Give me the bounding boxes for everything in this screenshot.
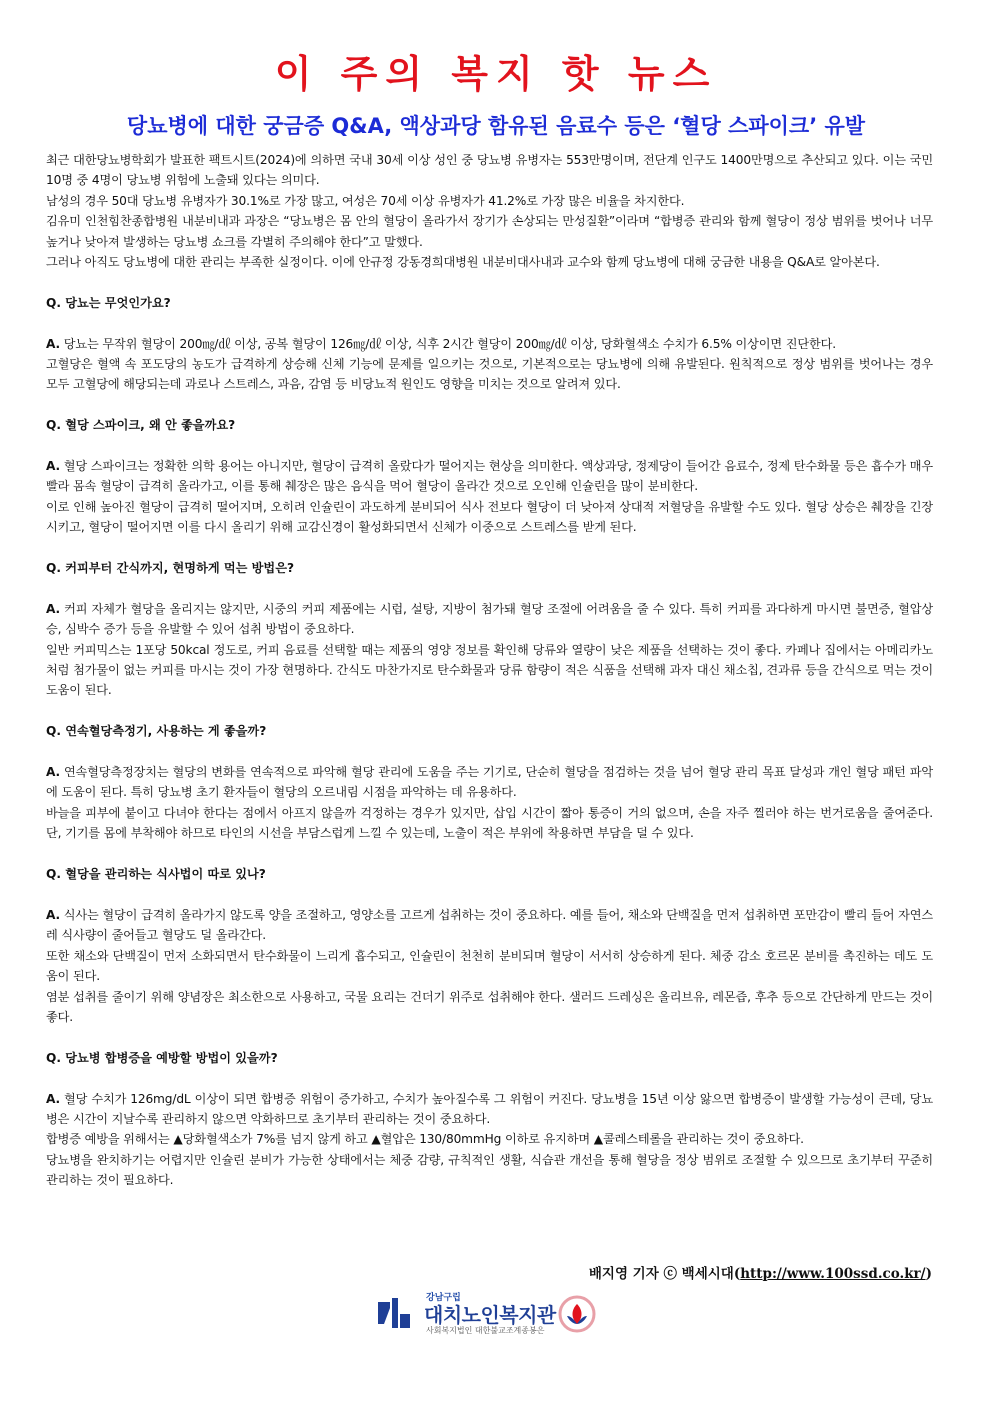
answer-label: A. bbox=[46, 907, 60, 922]
question-heading: Q. 커피부터 간식까지, 현명하게 먹는 방법은? bbox=[46, 561, 295, 576]
question-heading: Q. 혈당 스파이크, 왜 안 좋을까요? bbox=[46, 418, 236, 433]
question-heading: Q. 당뇨는 무엇인가요? bbox=[46, 295, 171, 310]
page-title: 이 주의 복지 핫 뉴스 bbox=[274, 52, 718, 96]
answer-paragraph: 염분 섭취를 줄이기 위해 양념장은 최소한으로 사용하고, 국물 요리는 건더기 위주로 섭취해야 한다. 샐러드 드레싱은 올리브유, 레몬즙, 후추 등으로 간단하게 만드는 것이 좋다. bbox=[46, 989, 933, 1024]
center-logo-mark-icon bbox=[374, 1294, 414, 1334]
answer-label: A. bbox=[46, 459, 60, 474]
answer-label: A. bbox=[46, 765, 60, 780]
answer-label: A. bbox=[46, 1091, 60, 1106]
intro-paragraph: 그러나 아직도 당뇨병에 대한 관리는 부족한 실정이다. 이에 안규정 강동경희대병원 내분비대사내과 교수와 함께 당뇨병에 대해 궁금한 내용을 Q&A로 알아본다. bbox=[46, 255, 880, 270]
question-heading: Q. 당뇨병 합병증을 예방할 방법이 있을까? bbox=[46, 1050, 278, 1065]
question-heading: Q. 혈당을 관리하는 식사법이 따로 있나? bbox=[46, 867, 266, 882]
answer-paragraph: 이로 인해 높아진 혈당이 급격히 떨어지며, 오히려 인슐린이 과도하게 분비되어 식사 전보다 혈당이 더 낮아져 상대적 저혈당을 유발할 수도 있다. 혈당 상승은 췌장을 긴장시키고, 혈당이 떨어지면 이를 다시 올리기 위해 교감신경이 활성화되면서 신체가 이중으로 스트레스를 받게 된다. bbox=[46, 499, 933, 535]
question-heading: Q. 연속혈당측정기, 사용하는 게 좋을까? bbox=[46, 724, 267, 739]
answer-paragraph: 바늘을 피부에 붙이고 다녀야 한다는 점에서 아프지 않을까 걱정하는 경우가 있지만, 삽입 시간이 짧아 통증이 거의 없으며, 손을 자주 찔러야 하는 번거로움을 줄여준다. 단, 기기를 몸에 부착해야 하므로 타인의 시선을 부담스럽게 느낄 수 있는데, 노출이 적은 부위에 착용하면 부담을 덜 수 있다. bbox=[46, 805, 933, 841]
answer-label: A. bbox=[46, 336, 60, 351]
answer-text: 혈당 스파이크는 정확한 의학 용어는 아니지만, 혈당이 급격히 올랐다가 떨어지는 현상을 의미한다. 액상과당, 정제당이 들어간 음료수, 정제 탄수화물 등은 흡수가 매우 빨라 몸속 혈당이 급격히 올라가고, 이를 통해 췌장은 많은 음식을 먹어 혈당이 올라간 것으로 오인해 인슐린을 많이 분비한다. bbox=[46, 459, 933, 494]
answer-paragraph: 일반 커피믹스는 1포당 50kcal 정도로, 커피 음료를 선택할 때는 제품의 영양 정보를 확인해 당류와 열량이 낮은 제품을 선택하는 것이 좋다. 카페나 집에서는 아메리카노처럼 첨가물이 없는 커피를 마시는 것이 가장 현명하다. 간식도 마찬가지로 탄수화물과 당류 함량이 적은 식품을 선택해 과자 대신 채소칩, 견과류 등을 간식으로 먹는 것이 도움이 된다. bbox=[46, 642, 933, 698]
answer-paragraph bbox=[46, 1089, 933, 1130]
page-subtitle: 당뇨병에 대한 궁금증 Q&A, 액상과당 함유된 음료수 등은 ‘혈당 스파이크’ 유발 bbox=[126, 114, 866, 138]
lotus-emblem-icon bbox=[557, 1294, 597, 1334]
logo-subtitle: 사회복지법인 대한불교조계종봉은 bbox=[426, 1326, 545, 1335]
byline-text: 배지영 기자 ⓒ 백세시대( bbox=[588, 1266, 741, 1282]
byline bbox=[589, 1262, 932, 1282]
answer-paragraph bbox=[46, 456, 933, 497]
answer-text: 혈당 수치가 126mg/dL 이상이 되면 합병증 위험이 증가하고, 수치가 높아질수록 그 위험이 커진다. 당뇨병을 15년 이상 앓으면 합병증이 발생할 가능성이 큰데, 당뇨병은 시간이 지날수록 관리하지 않으면 악화하므로 초기부터 관리하는 것이 중요하다. bbox=[46, 1091, 933, 1126]
answer-paragraph bbox=[46, 905, 933, 946]
answer-text: 식사는 혈당이 급격히 올라가지 않도록 양을 조절하고, 영양소를 고르게 섭취하는 것이 중요하다. 예를 들어, 채소와 단백질을 먼저 섭취하면 포만감이 빨리 들어 자연스레 식사량이 줄어들고 혈당도 덜 올라간다. bbox=[46, 907, 933, 943]
intro-paragraph: 최근 대한당뇨병학회가 발표한 팩트시트(2024)에 의하면 국내 30세 이상 성인 중 당뇨병 유병자는 553만명이며, 전단계 인구도 1400만명으로 추산되고 있다. 이는 국민 10명 중 4명이 당뇨병 위험에 노출돼 있다는 의미다. bbox=[46, 153, 933, 188]
answer-paragraph bbox=[46, 334, 933, 354]
center-logo bbox=[374, 1290, 614, 1338]
answer-text: 커피 자체가 혈당을 올리지는 않지만, 시중의 커피 제품에는 시럽, 설탕, 지방이 첨가돼 혈당 조절에 어려움을 줄 수 있다. 특히 커피를 과다하게 마시면 불면증, 혈압상승, 심박수 증가 등을 유발할 수 있어 섭취 방법이 중요하다. bbox=[46, 601, 933, 637]
logo-district: 강남구립 bbox=[426, 1293, 461, 1303]
intro-paragraph: 김유미 인천힘찬종합병원 내분비내과 과장은 “당뇨병은 몸 안의 혈당이 올라가서 장기가 손상되는 만성질환”이라며 “합병증 관리와 함께 혈당이 정상 범위를 벗어나 너무 높거나 낮아져 발생하는 당뇨병 쇼크를 각별히 주의해야 한다”고 말했다. bbox=[46, 214, 933, 249]
answer-paragraph bbox=[46, 762, 933, 803]
answer-text: 당뇨는 무작위 혈당이 200㎎/㎗ 이상, 공복 혈당이 126㎎/㎗ 이상, 식후 2시간 혈당이 200㎎/㎗ 이상, 당화혈색소 수치가 6.5% 이상이면 진단한다. bbox=[63, 336, 836, 351]
answer-paragraph: 또한 채소와 단백질이 먼저 소화되면서 탄수화물이 느리게 흡수되고, 인슐린이 천천히 분비되며 혈당이 서서히 상승하게 된다. 체중 감소 호르몬 분비를 촉진하는 데도 도움이 된다. bbox=[46, 948, 933, 984]
article-body bbox=[46, 150, 933, 1191]
answer-label: A. bbox=[46, 601, 60, 616]
byline-close: ) bbox=[925, 1266, 932, 1282]
answer-paragraph: 고혈당은 혈액 속 포도당의 농도가 급격하게 상승해 신체 기능에 문제를 일으키는 것으로, 기본적으로는 당뇨병에 의해 유발된다. 원칙적으로 정상 범위를 벗어나는 경우 모두 고혈당에 해당되는데 과로나 스트레스, 과음, 감염 등 비당뇨적 원인도 영향을 미치는 것으로 알려져 있다. bbox=[46, 357, 933, 392]
answer-paragraph: 합병증 예방을 위해서는 ▲당화혈색소가 7%를 넘지 않게 하고 ▲혈압은 130/80mmHg 이하로 유지하며 ▲콜레스테롤을 관리하는 것이 중요하다. bbox=[46, 1132, 804, 1147]
answer-paragraph bbox=[46, 599, 933, 640]
source-link[interactable]: http://www.100ssd.co.kr/ bbox=[740, 1266, 926, 1282]
answer-text: 연속혈당측정장치는 혈당의 변화를 연속적으로 파악해 혈당 관리에 도움을 주는 기기로, 단순히 혈당을 점검하는 것을 넘어 혈당 관리 목표 달성과 개인 혈당 패턴 파악에 도움이 된다. 특히 당뇨병 초기 환자들이 혈당의 오르내림 시점을 파악하는 데 유용하다. bbox=[46, 765, 933, 800]
logo-name: 대치노인복지관 bbox=[424, 1303, 556, 1327]
intro-paragraph: 남성의 경우 50대 당뇨병 유병자가 30.1%로 가장 많고, 여성은 70세 이상 유병자가 41.2%로 가장 많은 비율을 차지한다. bbox=[46, 193, 685, 208]
answer-paragraph: 당뇨병을 완치하기는 어렵지만 인슐린 분비가 가능한 상태에서는 체중 감량, 규칙적인 생활, 식습관 개선을 통해 혈당을 정상 범위로 조절할 수 있으므로 초기부터 꾸준히 관리하는 것이 필요하다. bbox=[46, 1152, 933, 1188]
